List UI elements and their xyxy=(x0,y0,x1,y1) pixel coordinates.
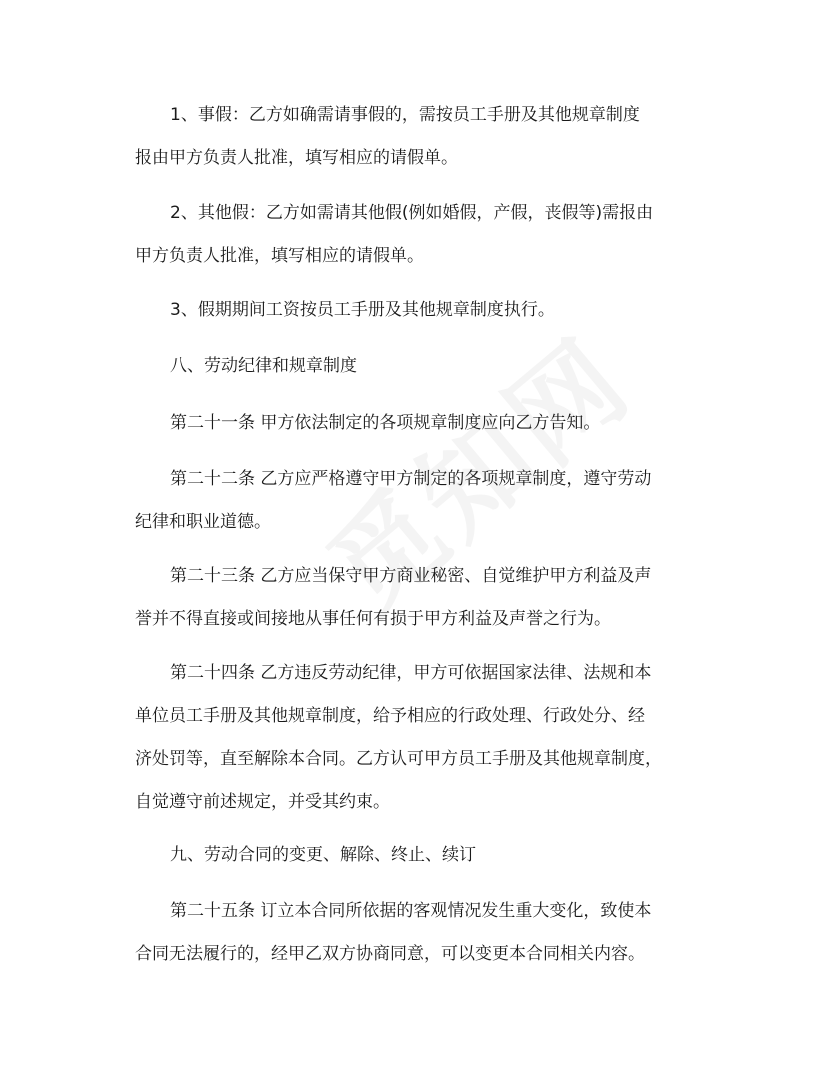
section-heading: 八、劳动纪律和规章制度 xyxy=(170,356,357,376)
paragraph-line: 第二十三条 乙方应当保守甲方商业秘密、自觉维护甲方利益及声 xyxy=(170,566,652,586)
paragraph-personal-leave xyxy=(135,102,735,172)
article-24 xyxy=(135,660,735,816)
paragraph-line: 第二十四条 乙方违反劳动纪律，甲方可依据国家法律、法规和本 xyxy=(170,663,652,683)
paragraph-line: 第二十五条 订立本合同所依据的客观情况发生重大变化，致使本 xyxy=(170,901,652,921)
paragraph-line: 报由甲方负责人批准，填写相应的请假单。 xyxy=(135,148,458,168)
section-heading-contract-changes xyxy=(135,842,735,869)
paragraph-line: 3、假期期间工资按员工手册及其他规章制度执行。 xyxy=(170,300,555,320)
paragraph-line: 甲方负责人批准，填写相应的请假单。 xyxy=(135,246,424,266)
article-25 xyxy=(135,898,735,968)
paragraph-line: 济处罚等，直至解除本合同。乙方认可甲方员工手册及其他规章制度， xyxy=(135,749,662,769)
article-22 xyxy=(135,466,735,536)
paragraph-line: 合同无法履行的，经甲乙双方协商同意，可以变更本合同相关内容。 xyxy=(135,944,645,964)
paragraph-line: 1、事假：乙方如确需请事假的，需按员工手册及其他规章制度 xyxy=(170,105,640,125)
section-heading: 九、劳动合同的变更、解除、终止、续订 xyxy=(170,845,476,865)
article-23 xyxy=(135,563,735,633)
article-21 xyxy=(135,410,735,437)
paragraph-line: 自觉遵守前述规定，并受其约束。 xyxy=(135,792,390,812)
paragraph-line: 誉并不得直接或间接地从事任何有损于甲方利益及声誉之行为。 xyxy=(135,609,611,629)
paragraph-other-leave xyxy=(135,200,735,270)
paragraph-line: 第二十一条 甲方依法制定的各项规章制度应向乙方告知。 xyxy=(170,413,601,433)
paragraph-line: 第二十二条 乙方应严格遵守甲方制定的各项规章制度，遵守劳动 xyxy=(170,469,652,489)
section-heading-labor-discipline xyxy=(135,353,735,380)
paragraph-line: 单位员工手册及其他规章制度，给予相应的行政处理、行政处分、经 xyxy=(135,706,645,726)
paragraph-line: 纪律和职业道德。 xyxy=(135,512,271,532)
paragraph-leave-wages xyxy=(135,297,735,324)
paragraph-line: 2、其他假：乙方如需请其他假(例如婚假，产假，丧假等)需报由 xyxy=(170,203,654,223)
